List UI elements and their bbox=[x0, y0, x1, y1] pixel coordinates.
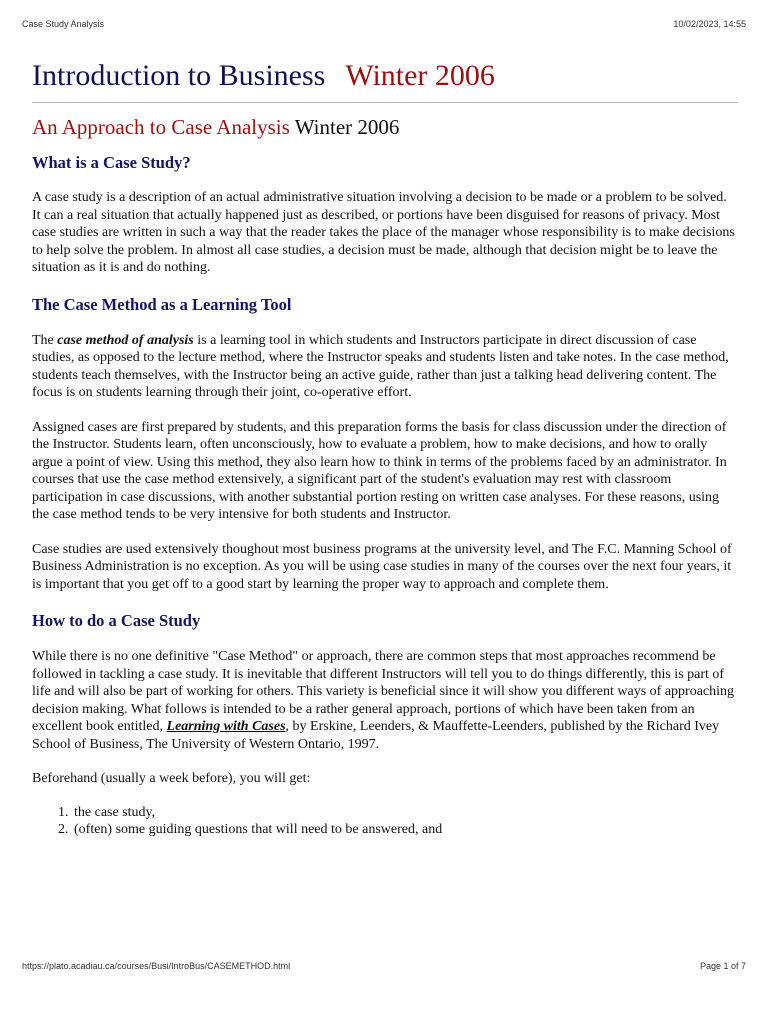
subtitle-term: Winter 2006 bbox=[294, 115, 400, 139]
paragraph bbox=[32, 332, 738, 402]
text-run: , by Erskine, Leenders, & Mauffette-Leenders, published by the Richard Ivey School of Business, The University of Western Ontario, 1997. bbox=[32, 719, 720, 752]
page-subtitle bbox=[32, 112, 738, 142]
subtitle-topic: An Approach to Case Analysis bbox=[32, 115, 290, 139]
term-label: Winter 2006 bbox=[345, 59, 495, 92]
emphasis-term: case method of analysis bbox=[57, 332, 194, 348]
document-title: Case Study Analysis bbox=[22, 19, 105, 29]
book-link[interactable]: Learning with Cases bbox=[166, 719, 286, 734]
text-run: is a learning tool in which students and Instructors participate in direct discussion of case studies, as opposed to the lecture method, where the Instructor speaks and students listen and take notes. In the case method, students teach themselves, with the Instructor being an active guide, rather than just a talking head delivering content. The focus is on students learning through their joint, co-operative effort. bbox=[32, 332, 729, 400]
title-divider bbox=[32, 102, 738, 103]
paragraph: Assigned cases are first prepared by students, and this preparation forms the basis for class discussion under the direction of the Instructor. Students learn, often unconsciously, how to evaluate a problem, how to make decisions, and how to orally argue a point of view. Using this method, they also learn how to think in terms of the problems faced by an administrator. In courses that use the case method extensively, a significant part of the student's evaluation may rest with classroom participation in case discussions, with another substantial portion resting on written case analyses. For these reasons, using the case method tends to be very intensive for both students and Instructor. bbox=[32, 419, 727, 522]
list-item: 1. the case study, bbox=[72, 804, 738, 822]
page-number: Page 1 of 7 bbox=[699, 961, 746, 971]
list-item: 2. (often) some guiding questions that will need to be answered, and bbox=[72, 821, 738, 839]
section-heading-case-method: The Case Method as a Learning Tool bbox=[32, 294, 292, 314]
page-title bbox=[32, 56, 738, 96]
paragraph: Case studies are used extensively thoughout most business programs at the university level, and The F.C. Manning School of Business Administration is no exception. As you will be using case studies in many of the courses over the next four years, it is important that you get off to a good start by learning the proper way to approach and complete them. bbox=[32, 541, 732, 592]
print-header bbox=[22, 19, 746, 29]
print-footer bbox=[22, 961, 746, 971]
paragraph: A case study is a description of an actual administrative situation involving a decision to be made or a problem to be solved. It can a real situation that actually happened just as described, or portions have been disguised for reasons of privacy. Most case studies are written in such a way that the reader takes the place of the manager whose responsibility is to make decisions to help solve the problem. In almost all case studies, a decision must be made, although that decision might be to leave the situation as it is and do nothing. bbox=[32, 190, 735, 275]
section-heading-what-is-case-study: What is a Case Study? bbox=[32, 153, 191, 172]
text-run: The bbox=[32, 332, 58, 348]
steps-list bbox=[32, 804, 738, 839]
page-content bbox=[32, 56, 738, 839]
course-title: Introduction to Business bbox=[32, 59, 326, 92]
text-run: While there is no one definitive "Case Method" or approach, there are common steps that most approaches recommend be followed in tackling a case study. It is inevitable that different Instructors will tell you to do things differently, this is part of life and will also be part of working for others. This variety is beneficial since it will show you different ways of approaching decision making. What follows is intended to be a rather general approach, portions of which have been taken from an excellent book entitled, bbox=[32, 649, 735, 734]
page-url: https://plato.acadiau.ca/courses/Busi/IntroBus/CASEMETHOD.html bbox=[22, 961, 291, 971]
section-heading-how-to: How to do a Case Study bbox=[32, 611, 201, 630]
print-timestamp: 10/02/2023, 14:55 bbox=[673, 19, 746, 29]
paragraph: Beforehand (usually a week before), you will get: bbox=[32, 771, 311, 786]
paragraph bbox=[32, 648, 738, 753]
